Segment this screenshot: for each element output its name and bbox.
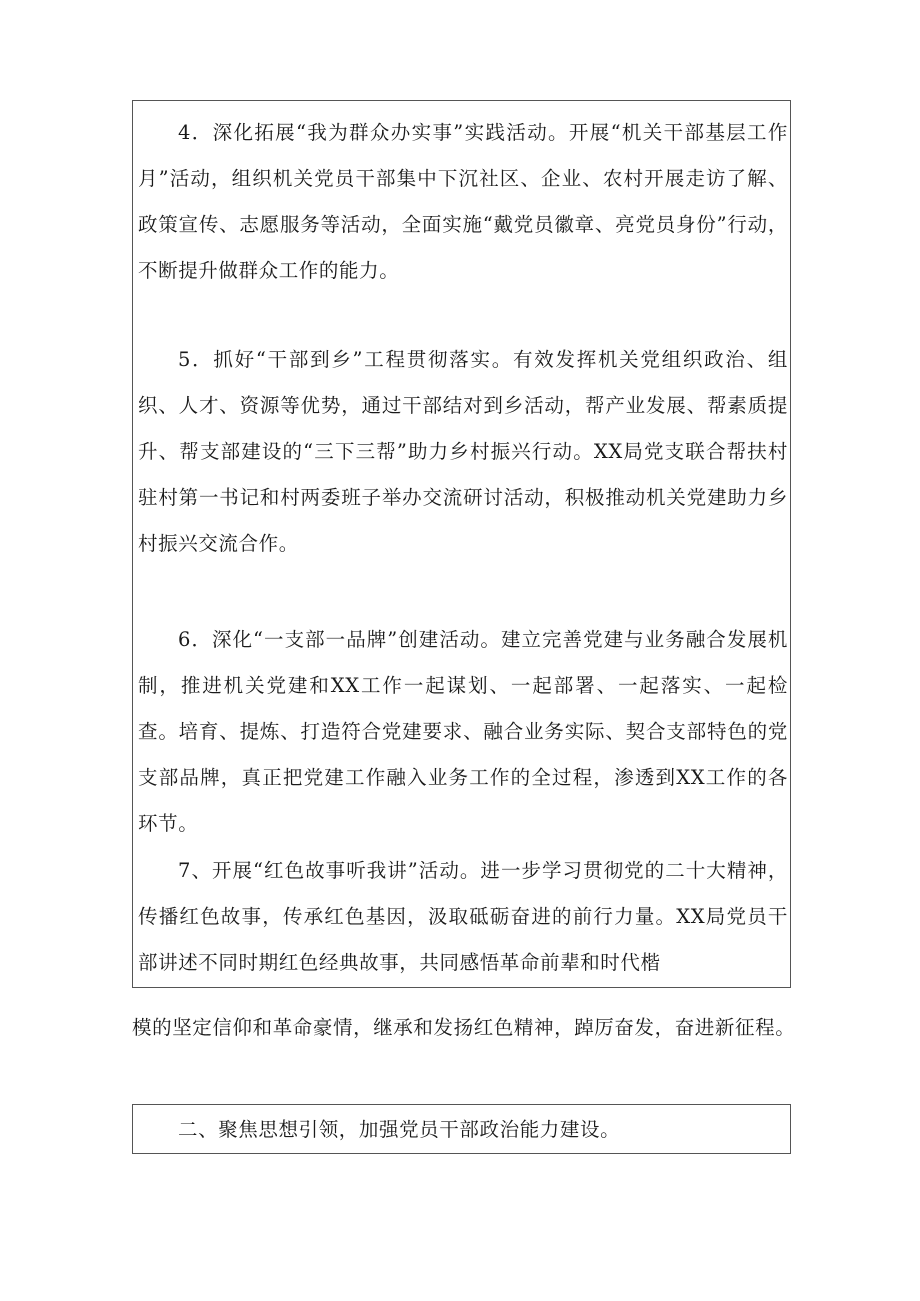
paragraph-item-4: 4．深化拓展“我为群众办实事”实践活动。开展“机关干部基层工作月”活动，组织机关党员干部集中下沉社区、企业、农村开展走访了解、政策宣传、志愿服务等活动，全面实施“戴党员徽章、亮党员身份”行动，不断提升做群众工作的能力。 — [138, 121, 788, 282]
section-heading: 二、聚焦思想引领，加强党员干部政治能力建设。 — [178, 1118, 621, 1141]
paragraph-continuation: 模的坚定信仰和革命豪情，继承和发扬红色精神，踔厉奋发，奋进新征程。 — [132, 1016, 796, 1039]
paragraph-item-6: 6．深化“一支部一品牌”创建活动。建立完善党建与业务融合发展机制，推进机关党建和XX工作一起谋划、一起部署、一起落实、一起检查。培育、提炼、打造符合党建要求、融合业务实际、契合支部特色的党支部品牌，真正把党建工作融入业务工作的全过程，渗透到XX工作的各环节。 — [138, 628, 788, 835]
paragraph-item-7: 7、开展“红色故事听我讲”活动。进一步学习贯彻党的二十大精神，传播红色故事，传承红色基因，汲取砥砺奋进的前行力量。XX局党员干部讲述不同时期红色经典故事，共同感悟革命前辈和时代楷 — [138, 859, 788, 974]
paragraph-item-5: 5．抓好“干部到乡”工程贯彻落实。有效发挥机关党组织政治、组织、人才、资源等优势，通过干部结对到乡活动，帮产业发展、帮素质提升、帮支部建设的“三下三帮”助力乡村振兴行动。XX局党支联合帮扶村驻村第一书记和村两委班子举办交流研讨活动，积极推动机关党建助力乡村振兴交流合作。 — [138, 348, 788, 555]
